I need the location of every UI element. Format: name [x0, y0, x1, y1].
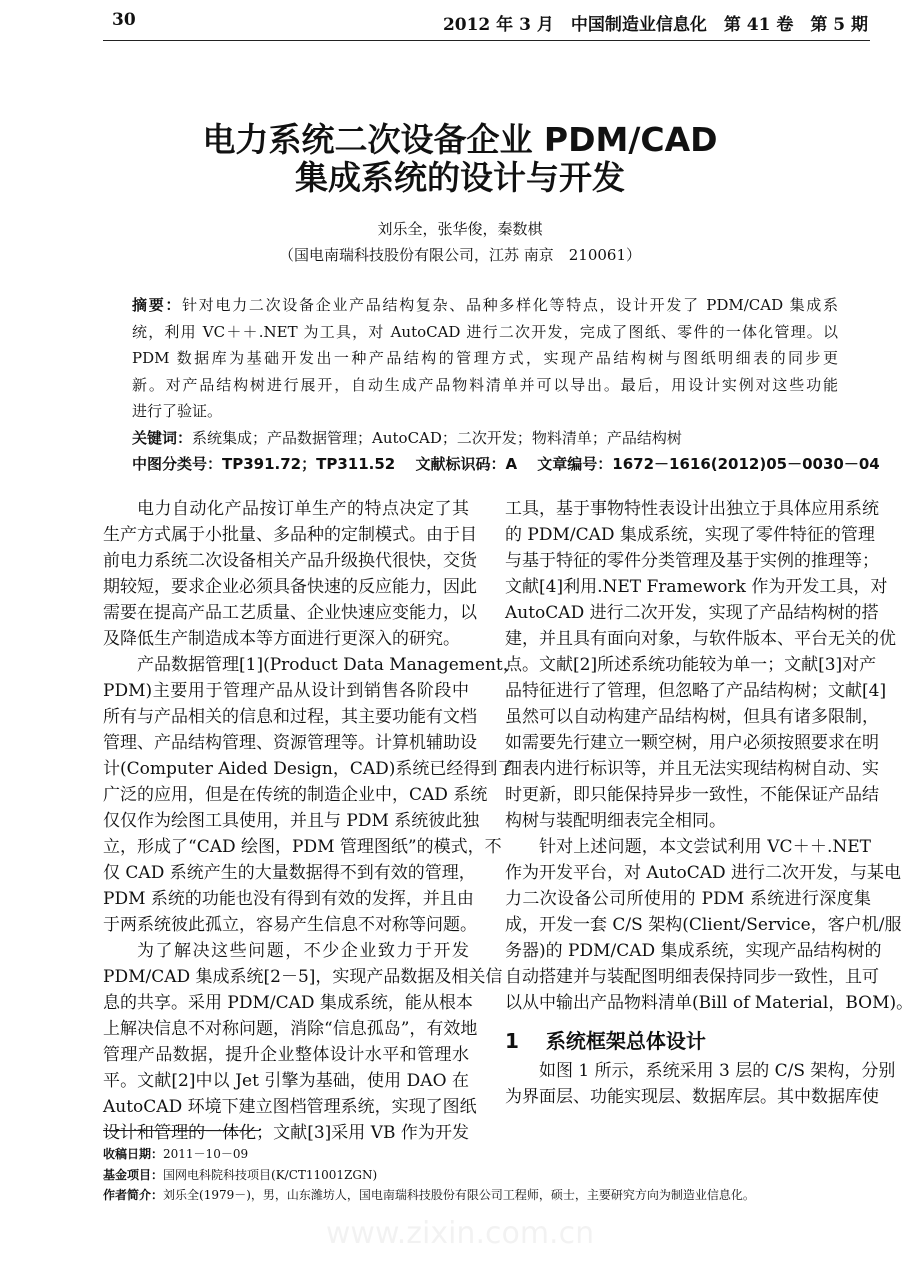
paragraph-line: 息的共享。采用 PDM/CAD 集成系统，能从根本	[103, 993, 473, 1013]
abstract-line	[132, 292, 838, 319]
abstract-line	[132, 319, 838, 346]
paragraph-line: 成，开发一套 C/S 架构(Client/Service，客户机/服	[505, 915, 902, 935]
paragraph-line: 力二次设备公司所使用的 PDM 系统进行深度集	[505, 889, 871, 909]
authors: 刘乐全，张华俊，秦数棋	[377, 220, 543, 238]
section-heading	[505, 1028, 871, 1054]
paragraph-line: 作为开发平台，对 AutoCAD 进行二次开发，与某电	[505, 863, 902, 883]
paragraph-line: 设计和管理的一体化；文献[3]采用 VB 作为开发	[103, 1123, 469, 1143]
footnote	[103, 1165, 755, 1186]
paragraph-line: 以从中输出产品物料清单(Bill of Material，BOM)。	[505, 993, 914, 1013]
paragraph-line: 需要在提高产品工艺质量、企业快速应变能力，以	[103, 603, 477, 623]
paragraph-line: 于两系统彼此孤立，容易产生信息不对称等问题。	[103, 915, 477, 935]
abstract-label: 摘要：	[132, 296, 183, 314]
footnote-text: 国网电科院科技项目(K/CT11001ZGN)	[163, 1167, 378, 1182]
paragraph-line: 点。文献[2]所述系统功能较为单一；文献[3]对产	[505, 655, 877, 675]
paragraph-line: 自动搭建并与装配图明细表保持同步一致性，且可	[505, 967, 879, 987]
paragraph-line: PDM/CAD 集成系统[2－5]，实现产品数据及相关信	[103, 967, 503, 987]
paragraph-line: PDM)主要用于管理产品从设计到销售各阶段中	[103, 681, 469, 701]
paragraph-line: 仅仅作为绘图工具使用，并且与 PDM 系统彼此独	[103, 811, 480, 831]
footnote-label: 基金项目：	[103, 1167, 164, 1182]
paragraph-line: 务器)的 PDM/CAD 集成系统，实现产品结构树的	[505, 941, 882, 961]
paragraph-line: 产品数据管理[1](Product Data Management，	[137, 655, 520, 675]
footnote	[103, 1185, 755, 1206]
left-column	[103, 496, 520, 1146]
paragraph-line: 期较短，要求企业必须具备快速的反应能力，因此	[103, 577, 477, 597]
keywords	[132, 425, 838, 452]
paragraph-line: 为界面层、功能实现层、数据库层。其中数据库使	[505, 1087, 879, 1107]
footnote-text: 刘乐全(1979－)，男，山东潍坊人，国电南瑞科技股份有限公司工程师，硕士，主要研究方向为制造业信息化。	[163, 1188, 755, 1202]
paragraph-line: 针对上述问题，本文尝试利用 VC＋＋.NET	[539, 837, 871, 857]
footnotes	[103, 1144, 755, 1206]
paragraph-line: 如图 1 所示，系统采用 3 层的 C/S 架构，分别	[539, 1061, 896, 1081]
paragraph-line: 立，形成了“CAD 绘图，PDM 管理图纸”的模式，不	[103, 837, 502, 857]
abstract-line-text: 新。对产品结构树进行展开，自动生成产品物料清单并可以导出。最后，用设计实例对这些功能	[132, 375, 838, 394]
paragraph-line: AutoCAD 进行二次开发，实现了产品结构树的搭	[505, 603, 879, 623]
paragraph-line: 所有与产品相关的信息和过程，其主要功能有文档	[103, 707, 477, 727]
footnote	[103, 1144, 755, 1165]
paragraph-line: 及降低生产制造成本等方面进行更深入的研究。	[103, 629, 460, 649]
abstract-line-text: PDM 数据库为基础开发出一种产品结构的管理方式，实现产品结构树与图纸明细表的同步更	[132, 349, 838, 367]
abstract-line-text: 进行了验证。	[132, 402, 223, 420]
section-title: 系统框架总体设计	[545, 1029, 706, 1053]
abstract-line	[132, 345, 838, 372]
paragraph-line: 计(Computer Aided Design，CAD)系统已经得到了	[103, 759, 515, 779]
abstract-line	[132, 372, 838, 399]
abstract-line-text: 统，利用 VC＋＋.NET 为工具，对 AutoCAD 进行二次开发，完成了图纸、零件的一体化管理。以	[132, 322, 838, 341]
abstract-text	[132, 292, 838, 425]
abstract	[132, 292, 880, 478]
affiliation: （国电南瑞科技股份有限公司，江苏 南京 210061）	[278, 246, 642, 264]
right-column	[505, 496, 914, 1110]
keywords-text: 系统集成；产品数据管理；AutoCAD；二次开发；物料清单；产品结构树	[192, 428, 682, 447]
paragraph-line: 上解决信息不对称问题，消除“信息孤岛”，有效地	[103, 1019, 478, 1039]
classification: 中图分类号：TP391.72；TP311.52 文献标识码：A 文章编号：1672－1616(2012)05－0030－04	[132, 455, 880, 473]
page-number: 30	[112, 10, 136, 30]
paragraph-line: 如需要先行建立一颗空树，用户必须按照要求在明	[505, 733, 879, 753]
paragraph-line: 生产方式属于小批量、多品种的定制模式。由于目	[103, 525, 477, 545]
paragraph-line: 文献[4]利用.NET Framework 作为开发工具，对	[505, 577, 888, 597]
footnote-text: 2011－10－09	[163, 1147, 249, 1161]
paragraph-line: 前电力系统二次设备相关产品升级换代很快，交货	[103, 551, 477, 571]
abstract-line	[132, 398, 838, 425]
paragraph-line: 建，并且具有面向对象，与软件版本、平台无关的优	[505, 629, 896, 649]
paragraph-line: AutoCAD 环境下建立图档管理系统，实现了图纸	[103, 1097, 477, 1117]
journal-header: 2012 年 3 月 中国制造业信息化 第 41 卷 第 5 期	[442, 15, 868, 35]
paragraph-line: 与基于特征的零件分类管理及基于实例的推理等；	[505, 551, 879, 571]
paragraph-line: 管理、产品结构管理、资源管理等。计算机辅助设	[103, 733, 477, 753]
watermark: www.zixin.com.cn	[325, 1216, 595, 1251]
paragraph-line: 品特征进行了管理，但忽略了产品结构树；文献[4]	[505, 681, 887, 701]
paragraph-line: 时更新，即只能保持异步一致性，不能保证产品结	[505, 785, 879, 805]
keywords-label: 关键词：	[132, 428, 193, 447]
header-rule	[103, 40, 870, 41]
title-line-2: 集成系统的设计与开发	[295, 158, 625, 197]
paragraph-line: 管理产品数据，提升企业整体设计水平和管理水	[103, 1045, 469, 1065]
paragraph-line: 仅 CAD 系统产生的大量数据得不到有效的管理，	[103, 863, 476, 883]
footnote-label: 作者简介：	[103, 1188, 164, 1202]
paragraph-line: 平。文献[2]中以 Jet 引擎为基础，使用 DAO 在	[103, 1071, 469, 1091]
paragraph-line: 为了解决这些问题，不少企业致力于开发	[137, 941, 469, 961]
footnote-label: 收稿日期：	[103, 1147, 164, 1161]
paragraph-line: PDM 系统的功能也没有得到有效的发挥，并且由	[103, 889, 474, 909]
paragraph-line: 虽然可以自动构建产品结构树，但具有诸多限制，	[505, 707, 879, 727]
paragraph-line: 电力自动化产品按订单生产的特点决定了其	[137, 499, 469, 519]
paragraph-line: 细表内进行标识等，并且无法实现结构树自动、实	[505, 759, 879, 779]
footnote-rule	[103, 1130, 260, 1131]
title-line-1: 电力系统二次设备企业 PDM/CAD	[202, 120, 718, 159]
abstract-line-text: 针对电力二次设备企业产品结构复杂、品种多样化等特点，设计开发了 PDM/CAD 集成系	[182, 296, 838, 314]
paragraph-line: 的 PDM/CAD 集成系统，实现了零件特征的管理	[505, 525, 875, 545]
section-number: 1	[505, 1029, 519, 1053]
paragraph-line: 构树与装配明细表完全相同。	[505, 811, 726, 831]
paragraph-line: 广泛的应用，但是在传统的制造企业中，CAD 系统	[103, 785, 488, 805]
paragraph-line: 工具，基于事物特性表设计出独立于具体应用系统	[505, 499, 879, 519]
